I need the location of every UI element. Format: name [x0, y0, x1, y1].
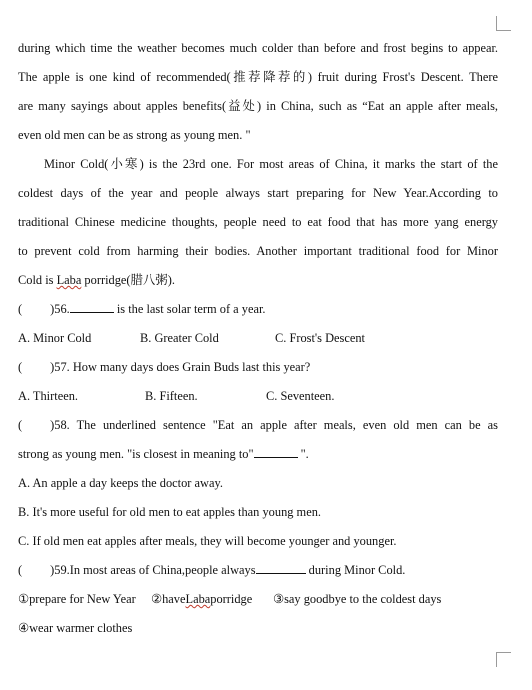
question-text: )59.In most areas of China,people always: [50, 563, 256, 577]
option-a: A. Thirteen.: [18, 389, 78, 403]
question-58-continued: [18, 440, 498, 469]
question-text: )57. How many days does Grain Buds last this year?: [50, 360, 311, 374]
question-56: [18, 295, 498, 324]
option-2: [151, 585, 273, 614]
paragraph-line: [18, 266, 498, 295]
spellcheck-word: Laba: [185, 592, 211, 606]
question-text: strong as young men. "is closest in meaning to": [18, 447, 254, 461]
question-text: )58. The underlined sentence "Eat an apple after meals, even old men can be as: [50, 418, 498, 432]
option-b: B. It's more useful for old men to eat apples than young men.: [18, 505, 321, 519]
answer-blank[interactable]: [70, 299, 114, 313]
question-text: during Minor Cold.: [305, 563, 406, 577]
paragraph-line: during which time the weather becomes much colder than before and frost begins to appear.: [18, 41, 498, 55]
option-c: C. Seventeen.: [266, 389, 335, 403]
paragraph-line: The apple is one kind of recommended(推荐降荐的) fruit during Frost's Descent. There: [18, 70, 498, 84]
question-number: )56.: [50, 302, 70, 316]
option-c: C. Frost's Descent: [275, 331, 365, 345]
question-text: is the last solar term of a year.: [113, 302, 266, 316]
paragraph-line: Minor Cold(小寒) is the 23rd one. For most areas of China, it marks the start of the: [44, 157, 498, 171]
page-corner-mark-top: [496, 16, 511, 31]
text-run: porridge(腊八粥).: [81, 273, 175, 287]
answer-blank[interactable]: [254, 444, 298, 458]
spellcheck-word: Laba: [56, 273, 82, 287]
option-b: B. Fifteen.: [145, 389, 198, 403]
answer-paren: (: [18, 302, 23, 316]
option-c: C. If old men eat apples after meals, they will become younger and younger.: [18, 534, 397, 548]
question-59-options: [18, 585, 498, 614]
paragraph-line: even old men can be as strong as young men. ": [18, 128, 251, 142]
paragraph-line: coldest days of the year and people always start preparing for New Year.According to: [18, 186, 498, 200]
question-57: [18, 353, 498, 382]
option-1: ①prepare for New Year: [18, 592, 136, 606]
question-58: [18, 411, 498, 440]
text-run: porridge: [210, 592, 253, 606]
text-run: Cold is: [18, 273, 57, 287]
answer-paren: (: [18, 360, 23, 374]
option-4: ④wear warmer clothes: [18, 621, 133, 635]
question-text: ".: [297, 447, 309, 461]
paragraph-line: traditional Chinese medicine thoughts, people need to eat food that has more yang energy: [18, 215, 498, 229]
option-b: B. Greater Cold: [140, 331, 219, 345]
document-body: [18, 34, 498, 643]
option-a: A. Minor Cold: [18, 331, 92, 345]
answer-blank[interactable]: [256, 560, 306, 574]
question-59: [18, 556, 498, 585]
option-3: ③say goodbye to the coldest days: [273, 592, 442, 606]
answer-paren: (: [18, 418, 23, 432]
page-corner-mark-bottom: [496, 652, 511, 667]
question-57-options: [18, 382, 498, 411]
paragraph-line: to prevent cold from harming their bodies. Another important traditional food for Minor: [18, 244, 498, 258]
paragraph-line: are many sayings about apples benefits(益处) in China, such as “Eat an apple after meals,: [18, 99, 498, 113]
text-run: ②have: [151, 592, 186, 606]
option-a: A. An apple a day keeps the doctor away.: [18, 476, 223, 490]
question-56-options: [18, 324, 498, 353]
answer-paren: (: [18, 563, 23, 577]
